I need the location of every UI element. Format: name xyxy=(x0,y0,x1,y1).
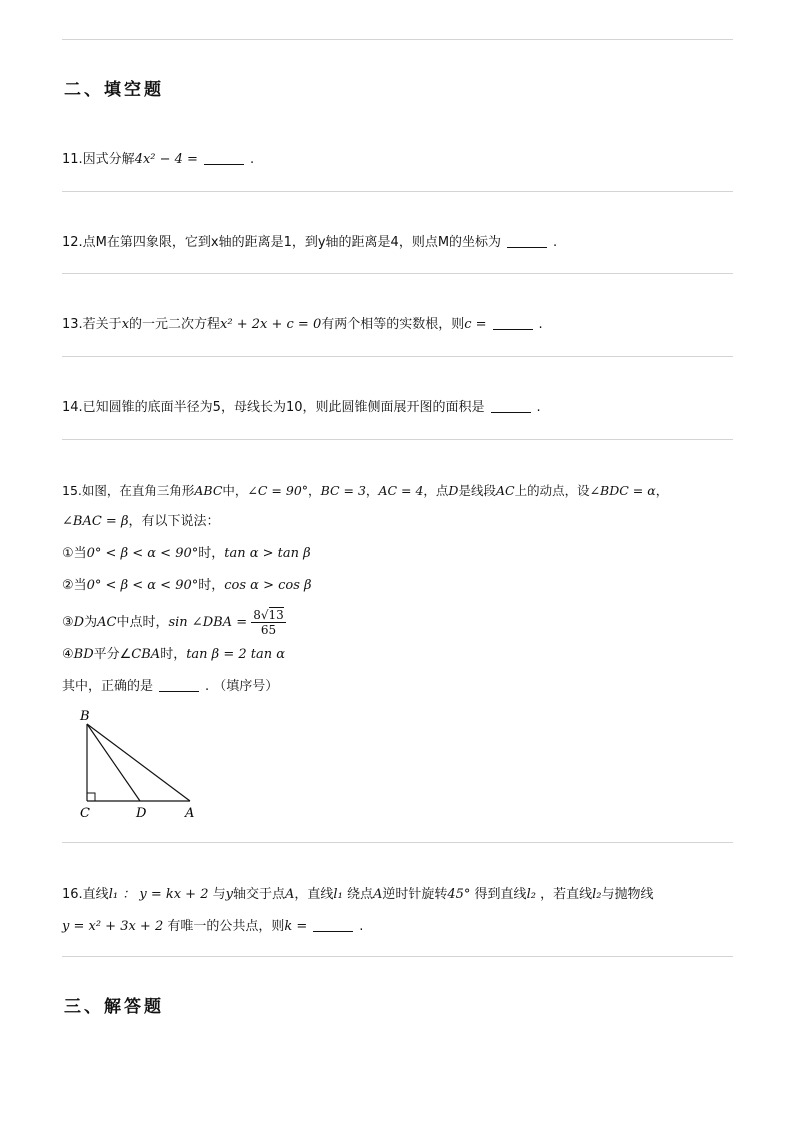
triangle-figure xyxy=(70,706,210,824)
right-angle-mark xyxy=(87,793,95,801)
question-11: 11.因式分解4x² − 4 = . xyxy=(62,152,255,167)
divider xyxy=(62,842,733,843)
question-15-line2: ∠BAC = β，有以下说法： xyxy=(62,514,220,529)
label-D: D xyxy=(136,806,147,821)
q15-answer-blank[interactable] xyxy=(159,679,199,692)
divider xyxy=(62,273,733,274)
q12-answer-blank[interactable] xyxy=(507,235,547,248)
label-A: A xyxy=(185,806,195,821)
fraction: $\frac{8√13}{65}$ xyxy=(253,608,284,637)
section-title-solutions: 三、解答题 xyxy=(64,997,164,1017)
question-15-answer: 其中，正确的是 . （填序号） xyxy=(62,679,279,694)
label-B: B xyxy=(80,709,90,724)
question-12: 12.点M在第四象限，它到x轴的距离是1，到y轴的距离是4，则点M的坐标为 . xyxy=(62,235,558,250)
q14-answer-blank[interactable] xyxy=(491,400,531,413)
question-15-line1: 15.如图，在直角三角形ABC中，∠C = 90°，BC = 3，AC = 4，点D是线段AC上的动点，设∠BDC = α， xyxy=(62,483,669,498)
question-14: 14.已知圆锥的底面半径为5，母线长为10，则此圆锥侧面展开图的面积是 . xyxy=(62,400,541,415)
question-13: 13.若关于x的一元二次方程x² + 2x + c = 0有两个相等的实数根，则c = . xyxy=(62,317,543,332)
divider xyxy=(62,356,733,357)
question-16-line1: 16.直线l₁ ： y = kx + 2 与y轴交于点A，直线l₁ 绕点A逆时针旋转45° 得到直线l₂ ，若直线l₂与抛物线 xyxy=(62,887,654,902)
q11-answer-blank[interactable] xyxy=(204,152,244,165)
divider xyxy=(62,191,733,192)
q13-equation: x² + 2x + c = 0 xyxy=(220,317,322,332)
q11-expression: 4x² − 4 = xyxy=(134,152,198,167)
q13-answer-blank[interactable] xyxy=(493,317,533,330)
statement-3: ③D为AC中点时，sin ∠DBA = $\frac{8√13}{65}$ xyxy=(62,608,284,637)
top-rule xyxy=(62,39,733,40)
section-title-fill-in: 二、填空题 xyxy=(64,80,164,100)
statement-2: ②当0° < β < α < 90°时，cos α > cos β xyxy=(62,578,312,593)
q16-answer-blank[interactable] xyxy=(313,919,353,932)
segment-BD xyxy=(87,724,140,801)
statement-4: ④BD平分∠CBA时，tan β = 2 tan α xyxy=(62,647,286,662)
label-C: C xyxy=(80,806,90,821)
divider xyxy=(62,439,733,440)
divider xyxy=(62,956,733,957)
statement-1: ①当0° < β < α < 90°时，tan α > tan β xyxy=(62,546,311,561)
side-BA xyxy=(87,724,190,801)
question-16-line2: y = x² + 3x + 2 有唯一的公共点，则k = . xyxy=(62,919,364,934)
